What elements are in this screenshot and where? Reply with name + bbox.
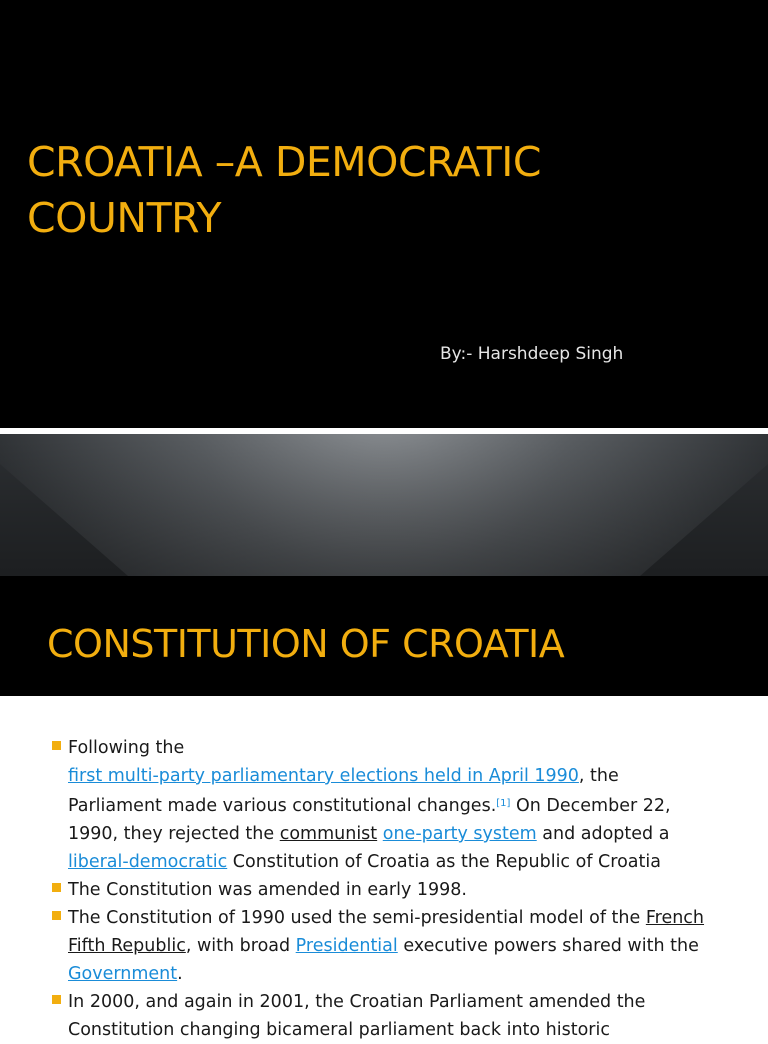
elections-link[interactable]: first multi-party parliamentary elections held in April 1990 [68, 766, 579, 786]
section-title: CONSTITUTION OF CROATIA [47, 622, 565, 666]
bullet-list [50, 734, 718, 1044]
bullet-text: , with broad [185, 936, 296, 956]
bullet-item [50, 876, 718, 904]
square-bullet-icon [52, 911, 61, 920]
slide-title-line-2: COUNTRY [27, 194, 222, 242]
government-link[interactable]: Government [68, 964, 178, 984]
bullet-text: In 2000, and again in 2001, the Croatian Parliament amended the Constitution changing bicameral parliament back into historic [68, 992, 646, 1040]
presidential-link[interactable]: Presidential [295, 936, 398, 956]
square-bullet-icon [52, 883, 61, 892]
title-slide [0, 0, 768, 428]
french-fifth-republic-link[interactable]: French Fifth Republic [68, 908, 705, 956]
communist-link[interactable]: communist [279, 824, 378, 844]
square-bullet-icon [52, 741, 61, 750]
one-party-system-link[interactable]: one-party system [382, 824, 537, 844]
bullet-text: The Constitution of 1990 used the semi-presidential model of the [68, 908, 646, 928]
radial-background-graphic [0, 434, 768, 576]
bullet-text: Following the [68, 738, 185, 758]
bullet-item [50, 904, 718, 988]
background-slide [0, 434, 768, 576]
liberal-democratic-link[interactable]: liberal-democratic [68, 852, 228, 872]
bullet-item [50, 734, 718, 876]
bullet-text: executive powers shared with the [397, 936, 699, 956]
bullet-text: On December 22, 1990, they rejected the [68, 796, 671, 844]
slide-title [27, 134, 727, 246]
bullet-text: , the Parliament made various constitutional changes. [68, 766, 619, 816]
author-subtitle: By:- Harshdeep Singh [440, 344, 624, 364]
square-bullet-icon [52, 995, 61, 1004]
bullet-text: The Constitution was amended in early 1998. [68, 880, 467, 900]
bullet-text: . [177, 964, 183, 984]
slide-title-line-1: CROATIA –A DEMOCRATIC [27, 138, 542, 186]
bullet-text: Constitution of Croatia as the Republic of Croatia [227, 852, 661, 872]
bullet-item [50, 988, 718, 1044]
bullet-text: and adopted a [536, 824, 670, 844]
reference-link[interactable]: [1] [496, 798, 511, 809]
